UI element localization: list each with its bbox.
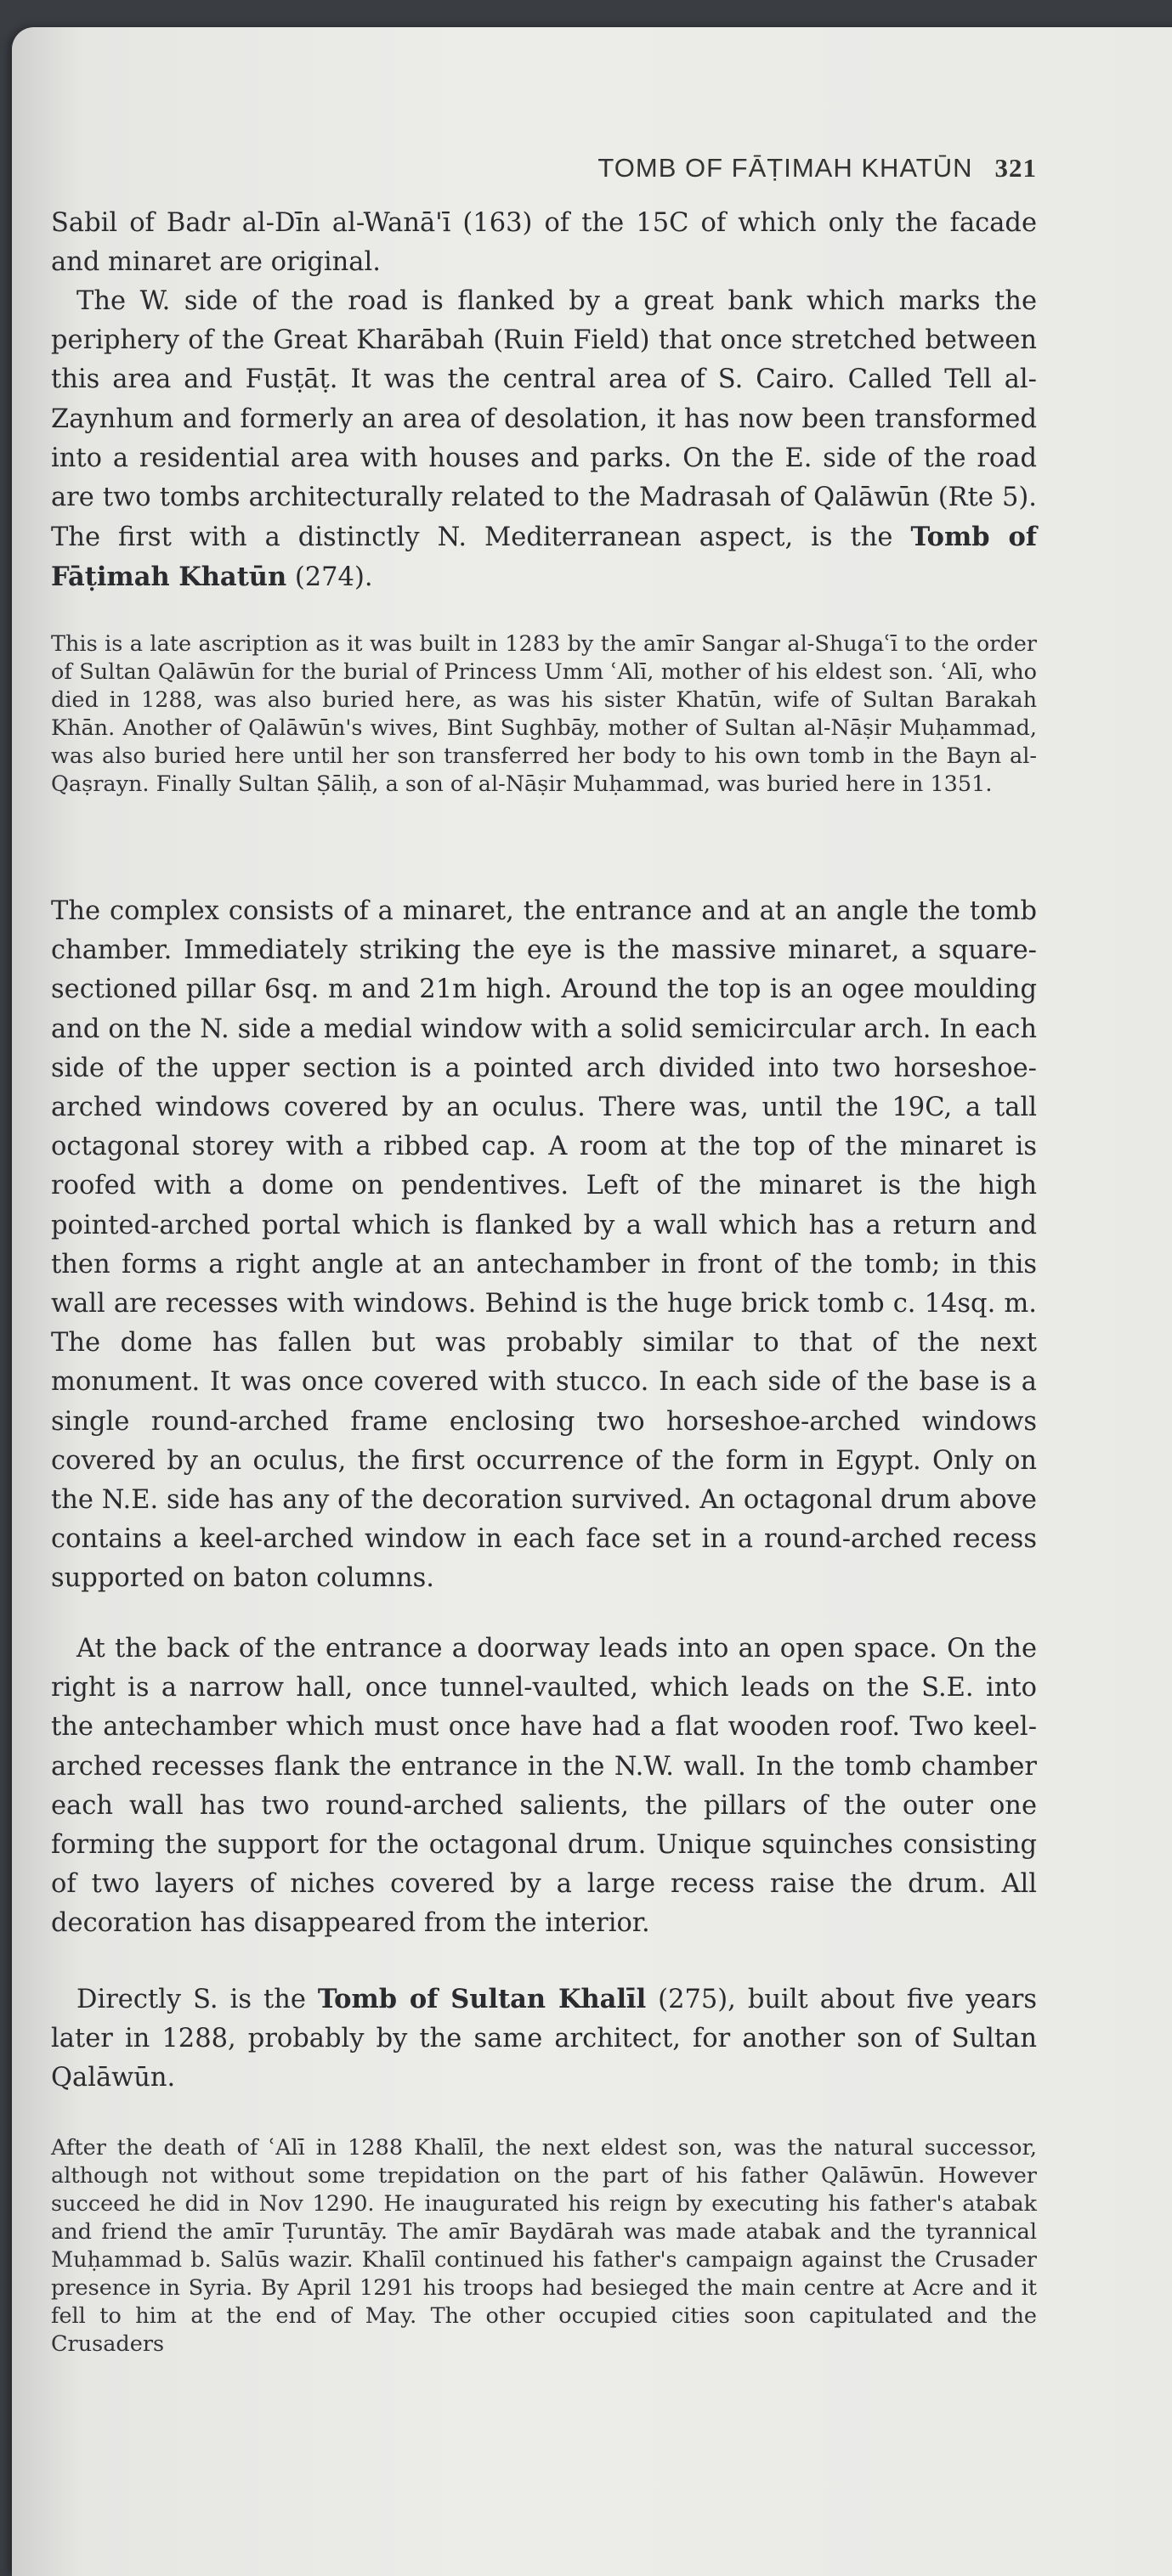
paragraph-khalil-end: (275), built about five years later in 1288, probably by the same architect, for another son of Sultan Qalāwūn. xyxy=(51,1985,1037,2093)
note-khalil: After the death of ʿAlī in 1288 Khalīl, the next eldest son, was the natural successor, although not without some trepidation on the part of his father Qalāwūn. However succeed he did in Nov 1290. He inaugurated his reign by executing his father's atabak and friend the amīr Ṭuruntāy. The amīr Baydārah was made atabak and the tyrannical Muḥammad b. Salūs wazir. Khalīl continued his father's campaign against the Crusader presence in Syria. By April 1291 his troops had besieged the main centre at Acre and it fell to him at the end of May. The other occupied cities soon capitulated and the Crusaders xyxy=(51,2135,1037,2357)
book-page xyxy=(12,27,1172,2576)
running-head-title: TOMB OF FĀṬIMAH KHATŪN xyxy=(597,153,973,183)
paragraph-sabil: Sabil of Badr al-Dīn al-Wanā'ī (163) of the 15C of which only the facade and minaret are original. xyxy=(51,208,1037,278)
paragraph-road xyxy=(51,282,1037,598)
paragraph-khalil-start: Directly S. is the xyxy=(76,1985,306,2014)
paragraph-road-text: The W. side of the road is flanked by a great bank which marks the periphery of the Great Kharābah (Ruin Field) that once stretched between this area and Fusṭāṭ. It was the central area of S. Cairo. Called Tell al-Zaynhum and formerly an area of desolation, it has now been transformed into a residential area with houses and parks. On the E. side of the road are two tombs architecturally related to the Madrasah of Qalāwūn (Rte 5). The first with a distinctly N. Mediterranean aspect, is the xyxy=(51,286,1037,553)
note-fatimah: This is a late ascription as it was built in 1283 by the amīr Sangar al-Shugaʿī to the order of Sultan Qalāwūn for the burial of Princess Umm ʿAlī, mother of his eldest son. ʿAlī, who died in 1288, was also buried here, as was his sister Khatūn, wife of Sultan Barakah Khān. Another of Qalāwūn's wives, Bint Sughbāy, mother of Sultan al-Nāṣir Muḥammad, was also buried here until her son transferred her body to his own tomb in the Bayn al-Qaṣrayn. Finally Sultan Ṣāliḥ, a son of al-Nāṣir Muḥammad, was buried here in 1351. xyxy=(51,631,1037,797)
paragraph-interior: At the back of the entrance a doorway leads into an open space. On the right is a narrow hall, once tunnel-vaulted, which leads on the S.E. into the antechamber which must once have had a flat wooden roof. Two keel-arched recesses flank the entrance in the N.W. wall. In the tomb chamber each wall has two round-arched salients, the pillars of the outer one forming the support for the octagonal drum. Unique squinches consisting of two layers of niches covered by a large recess raise the drum. All decoration has disappeared from the interior. xyxy=(51,1634,1037,1939)
paragraph-road-end: (274). xyxy=(294,562,373,593)
paragraph-complex: The complex consists of a minaret, the entrance and at an angle the tomb chamber. Immediately striking the eye is the massive minaret, a square-sectioned pillar 6sq. m and 21m high. Around the top is an ogee moulding and on the N. side a medial window with a solid semicircular arch. In each side of the upper section is a pointed arch divided into two horseshoe-arched windows covered by an oculus. There was, until the 19C, a tall octagonal storey with a ribbed cap. A room at the top of the minaret is roofed with a dome on pendentives. Left of the minaret is the high pointed-arched portal which is flanked by a wall which has a return and then forms a right angle at an antechamber in front of the tomb; in this wall are recesses with windows. Behind is the huge brick tomb c. 14sq. m. The dome has fallen but was probably similar to that of the next monument. It was once covered with stucco. In each side of the base is a single round-arched frame enclosing two horseshoe-arched windows covered by an oculus, the first occurrence of the form in Egypt. Only on the N.E. side has any of the decoration survived. An octagonal drum above contains a keel-arched window in each face set in a round-arched recess supported on baton columns. xyxy=(51,896,1037,1594)
tomb-khalil-heading: Tomb of Sultan Khalīl xyxy=(317,1984,647,2014)
page-number: 321 xyxy=(994,153,1037,183)
paragraph-khalil xyxy=(51,1980,1037,2099)
tomb-fatimah-heading: Tomb of Fāṭimah Khatūn xyxy=(51,522,1037,593)
running-head xyxy=(51,153,1037,184)
